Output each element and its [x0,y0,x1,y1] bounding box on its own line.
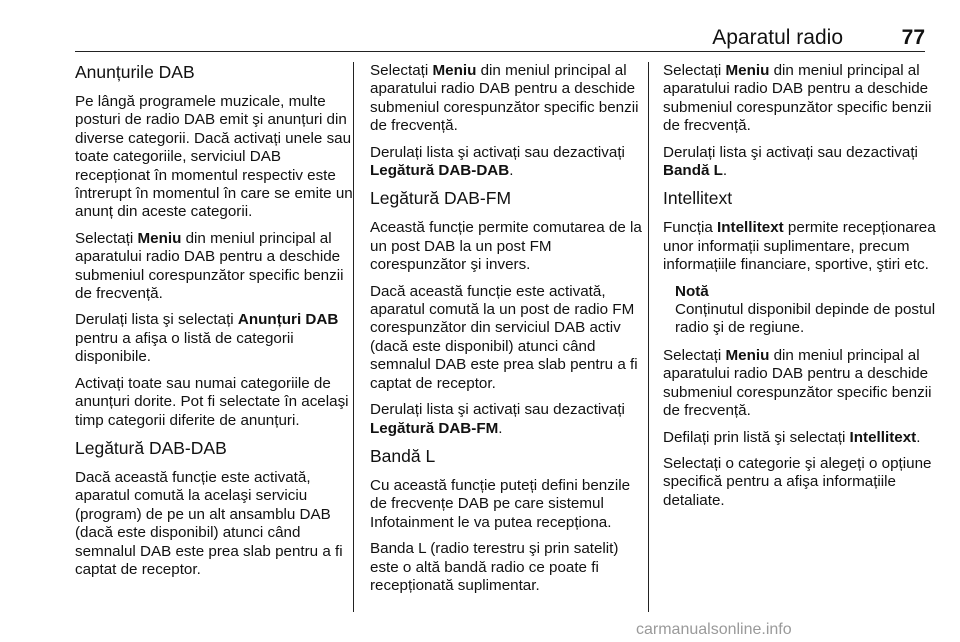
paragraph: Selectați o categorie şi alegeți o opțiune specifică pentru a afişa informațiile detaliate. [663,454,932,509]
paragraph: Banda L (radio terestru şi prin satelit) este o altă bandă radio ce poate fi recepționată suplimentar. [370,540,619,594]
menu-term: Legătură DAB-DAB [370,162,510,180]
paragraph: Selectați Meniu din meniul principal al aparatului radio DAB pentru a deschide submeniul corespunzător specific benzii de frecvență. [370,62,639,135]
column-divider-1 [353,62,354,612]
paragraph: Derulați lista şi activați sau dezactivați Bandă L. [663,143,918,180]
paragraph: Funcția Intellitext permite recepționarea unor informații suplimentare, precum informațiile financiare, sportive, ştiri etc. [663,219,936,274]
menu-term: Legătură DAB-FM [370,419,499,437]
paragraph: Activați toate sau numai categoriile de anunțuri dorite. Pot fi selectate în acelaşi timp categorii diferite de anunțuri. [75,374,349,429]
menu-term: Anunțuri DAB [237,311,339,329]
paragraph: Această funcție permite comutarea de la un post DAB la un post FM corespunzător şi invers. [370,219,642,274]
watermark: carmanualsonline.info [636,621,792,638]
menu-term: Intellitext [849,428,917,446]
section-heading-dab-dab-link: Legătură DAB-DAB [75,437,227,458]
paragraph: Derulați lista şi activați sau dezactivați Legătură DAB-DAB. [370,143,625,180]
column-divider-2 [648,62,649,612]
menu-term: Meniu [725,346,770,364]
column-2 [370,62,648,603]
paragraph: Dacă această funcție este activată, aparatul comută la un post de radio FM corespunzător din serviciul DAB activ (dacă este disponibil) atunci când semnalul DAB este prea slab pentru a fi captat de receptor. [370,282,638,392]
paragraph: Cu această funcție puteți defini benzile de frecvențe DAB pe care sistemul Infotainment le va putea recepționa. [370,476,631,531]
paragraph: Derulați lista şi selectați Anunțuri DAB pentru a afişa o listă de categorii disponibile. [75,311,339,366]
section-heading-dab-announcements: Anunțurile DAB [75,62,195,82]
paragraph: Selectați Meniu din meniul principal al aparatului radio DAB pentru a deschide submeniul corespunzător specific benzii de frecvență. [663,62,932,135]
menu-term: Intellitext [717,219,784,237]
note-title: Notă [675,282,709,300]
paragraph: Derulați lista şi activați sau dezactivați Legătură DAB-FM. [370,401,625,437]
paragraph: Selectați Meniu din meniul principal al aparatului radio DAB pentru a deschide submeniul corespunzător specific benzii de frecvență. [75,229,344,303]
paragraph: Defilați prin listă şi selectați Intellitext. [663,428,921,446]
section-heading-l-band: Bandă L [370,445,436,466]
menu-term: Bandă L [663,162,723,180]
paragraph: Dacă această funcție este activată, aparatul comută la acelaşi serviciu (program) de pe un alt ansamblu DAB (dacă este disponibil) atunci când semnalul DAB este prea slab pentru a fi captat de receptor. [75,468,343,578]
section-heading-intellitext: Intellitext [663,188,733,209]
column-3 [663,62,941,518]
paragraph: Selectați Meniu din meniul principal al aparatului radio DAB pentru a deschide submeniul corespunzător specific benzii de frecvență. [663,346,932,420]
paragraph: Pe lângă programele muzicale, multe posturi de radio DAB emit şi anunțuri din diverse categorii. Dacă activați unele sau toate categoriile, serviciul DAB recepționat în momentul respectiv este întrerupt în momentul în care se emite un anunț din aceste categorii. [75,93,353,221]
menu-term: Meniu [725,62,770,79]
menu-term: Meniu [137,229,182,247]
note-box [663,283,941,338]
page-number: 77 [901,26,925,49]
header-divider [75,51,925,52]
note-text: Conținutul disponibil depinde de postul radio şi de regiune. [675,301,936,337]
page-title: Aparatul radio [712,26,843,49]
menu-term: Meniu [432,62,477,79]
section-heading-dab-fm-link: Legătură DAB-FM [370,188,512,209]
page-header [75,26,925,48]
column-1 [75,62,353,587]
